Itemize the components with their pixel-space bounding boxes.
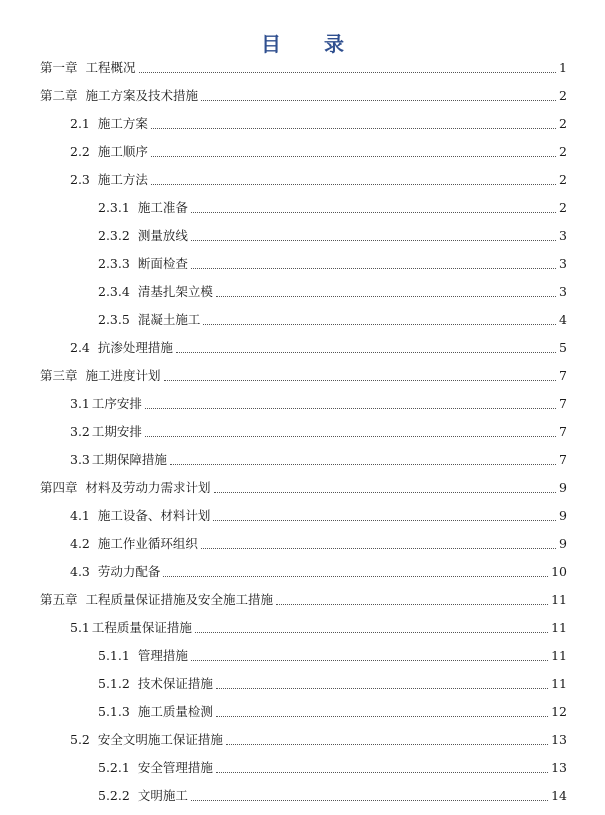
toc-entry[interactable] [70, 112, 567, 132]
toc-entry-number: 2.3.4 [98, 284, 130, 299]
toc-entry[interactable] [98, 224, 567, 244]
toc-entry[interactable] [70, 448, 567, 468]
toc-entry-number: 5.1.1 [98, 648, 130, 663]
toc-entry-number: 2.3 [70, 172, 90, 187]
toc-entry-page: 2 [559, 172, 567, 187]
toc-entry-text: 工程概况 [85, 60, 136, 75]
toc-entry[interactable] [98, 308, 567, 328]
toc-entry-number: 5.2.1 [98, 760, 130, 775]
toc-entry[interactable] [98, 280, 567, 300]
toc-entry-text: 施工作业循环组织 [97, 536, 198, 551]
toc-entry[interactable] [98, 252, 567, 272]
toc-entry[interactable] [40, 364, 567, 384]
toc-entry-page: 7 [559, 368, 567, 383]
toc-entry-number: 2.2 [70, 144, 90, 159]
toc-entry[interactable] [70, 504, 567, 524]
dot-leader [216, 771, 548, 773]
dot-leader [216, 687, 548, 689]
toc-entry-number: 第一章 [40, 60, 78, 75]
toc-entry[interactable] [40, 476, 567, 496]
toc-entry-text: 施工质量检测 [137, 704, 213, 719]
dot-leader [216, 715, 548, 717]
toc-entry-text: 混凝土施工 [137, 312, 201, 327]
dot-leader [213, 519, 556, 521]
toc-entry-text: 安全管理措施 [137, 760, 213, 775]
toc-entry-page: 4 [559, 312, 567, 327]
dot-leader [191, 239, 556, 241]
toc-entry-text: 工程质量保证措施及安全施工措施 [85, 592, 274, 607]
toc-entry[interactable] [70, 168, 567, 188]
toc-entry[interactable] [40, 56, 567, 76]
toc-title: 目 录 [261, 32, 362, 56]
toc-entry-number: 第五章 [40, 592, 78, 607]
toc-entry-page: 11 [551, 592, 567, 607]
toc-entry-number: 3.2 [70, 424, 90, 439]
dot-leader [145, 435, 556, 437]
toc-entry-number: 4.2 [70, 536, 90, 551]
toc-entry-number: 5.2 [70, 732, 90, 747]
toc-entry-page: 7 [559, 396, 567, 411]
toc-entry[interactable] [70, 616, 567, 636]
dot-leader [216, 295, 556, 297]
toc-entry-text: 抗渗处理措施 [97, 340, 173, 355]
toc-entry-page: 3 [559, 228, 567, 243]
toc-entry-number: 第四章 [40, 480, 78, 495]
toc-entry-page: 13 [551, 732, 567, 747]
dot-leader [195, 631, 548, 633]
toc-entry-page: 7 [559, 452, 567, 467]
toc-entry-page: 10 [551, 564, 567, 579]
dot-leader [203, 323, 556, 325]
toc-entry-page: 12 [551, 704, 567, 719]
toc-entry-number: 5.1.2 [98, 676, 130, 691]
toc-entry[interactable] [98, 700, 567, 720]
toc-entry-page: 3 [559, 284, 567, 299]
toc-entry[interactable] [40, 588, 567, 608]
toc-entry-number: 4.1 [70, 508, 90, 523]
dot-leader [176, 351, 556, 353]
toc-entry[interactable] [70, 560, 567, 580]
dot-leader [164, 379, 556, 381]
toc-entry[interactable] [70, 336, 567, 356]
toc-entry-number: 2.3.5 [98, 312, 130, 327]
toc-entry-page: 3 [559, 256, 567, 271]
toc-entry-page: 2 [559, 116, 567, 131]
toc-entry-text: 安全文明施工保证措施 [97, 732, 223, 747]
toc-entry-page: 11 [551, 676, 567, 691]
dot-leader [139, 71, 556, 73]
toc-entry-page: 5 [559, 340, 567, 355]
toc-entry-text: 材料及劳动力需求计划 [85, 480, 211, 495]
dot-leader [201, 99, 556, 101]
toc-entry-text: 文明施工 [137, 788, 188, 803]
toc-entry-text: 施工方案 [97, 116, 148, 131]
toc-entry-text: 测量放线 [137, 228, 188, 243]
toc-entry[interactable] [98, 196, 567, 216]
dot-leader [276, 603, 548, 605]
toc-entry-number: 2.3.1 [98, 200, 130, 215]
toc-entry[interactable] [70, 140, 567, 160]
toc-entry-text: 工序安排 [91, 396, 142, 411]
toc-entry-page: 11 [551, 620, 567, 635]
toc-entry[interactable] [98, 644, 567, 664]
toc-entry-page: 1 [559, 60, 567, 75]
toc-entry-page: 9 [559, 536, 567, 551]
toc-entry[interactable] [70, 532, 567, 552]
toc-entry-text: 技术保证措施 [137, 676, 213, 691]
toc-entry-text: 工期保障措施 [91, 452, 167, 467]
toc-entry-page: 2 [559, 88, 567, 103]
toc-entry-number: 3.1 [70, 396, 90, 411]
toc-entry-page: 9 [559, 508, 567, 523]
toc-entry-text: 施工设备、材料计划 [97, 508, 211, 523]
toc-entry[interactable] [98, 756, 567, 776]
toc-entry-page: 9 [559, 480, 567, 495]
dot-leader [151, 183, 556, 185]
toc-entry-number: 2.1 [70, 116, 90, 131]
toc-entry-number: 2.4 [70, 340, 90, 355]
toc-entry[interactable] [98, 784, 567, 804]
toc-entry-text: 施工顺序 [97, 144, 148, 159]
toc-entry-number: 2.3.3 [98, 256, 130, 271]
dot-leader [191, 799, 548, 801]
toc-entry-number: 5.1.3 [98, 704, 130, 719]
dot-leader [191, 659, 548, 661]
dot-leader [226, 743, 548, 745]
dot-leader [145, 407, 556, 409]
toc-entry-number: 第三章 [40, 368, 78, 383]
toc-entry[interactable] [70, 392, 567, 412]
toc-entry-page: 7 [559, 424, 567, 439]
toc-entry-text: 工程质量保证措施 [91, 620, 192, 635]
toc-entry-number: 5.1 [70, 620, 90, 635]
toc-entry-number: 5.2.2 [98, 788, 130, 803]
toc-entry-page: 11 [551, 648, 567, 663]
toc-entry-text: 清基扎架立模 [137, 284, 213, 299]
toc-entry-page: 2 [559, 200, 567, 215]
toc-entry[interactable] [40, 84, 567, 104]
toc-entry-text: 管理措施 [137, 648, 188, 663]
toc-entry-page: 14 [551, 788, 567, 803]
dot-leader [191, 267, 556, 269]
dot-leader [191, 211, 556, 213]
dot-leader [214, 491, 556, 493]
dot-leader [151, 155, 556, 157]
toc-entry-text: 劳动力配备 [97, 564, 161, 579]
toc-entry-text: 工期安排 [91, 424, 142, 439]
toc-entry[interactable] [98, 672, 567, 692]
toc-entry-number: 第二章 [40, 88, 78, 103]
dot-leader [201, 547, 556, 549]
toc-entry-page: 2 [559, 144, 567, 159]
dot-leader [163, 575, 548, 577]
toc-entry-text: 施工方法 [97, 172, 148, 187]
dot-leader [170, 463, 556, 465]
toc-entry-text: 施工准备 [137, 200, 188, 215]
toc-entry-text: 断面检查 [137, 256, 188, 271]
dot-leader [151, 127, 556, 129]
toc-entry-page: 13 [551, 760, 567, 775]
toc-entry-text: 施工方案及技术措施 [85, 88, 199, 103]
toc-entry-number: 2.3.2 [98, 228, 130, 243]
toc-entry-number: 4.3 [70, 564, 90, 579]
toc-entry-number: 3.3 [70, 452, 90, 467]
toc-entry[interactable] [70, 420, 567, 440]
toc-entry-text: 施工进度计划 [85, 368, 161, 383]
toc-entry[interactable] [70, 728, 567, 748]
